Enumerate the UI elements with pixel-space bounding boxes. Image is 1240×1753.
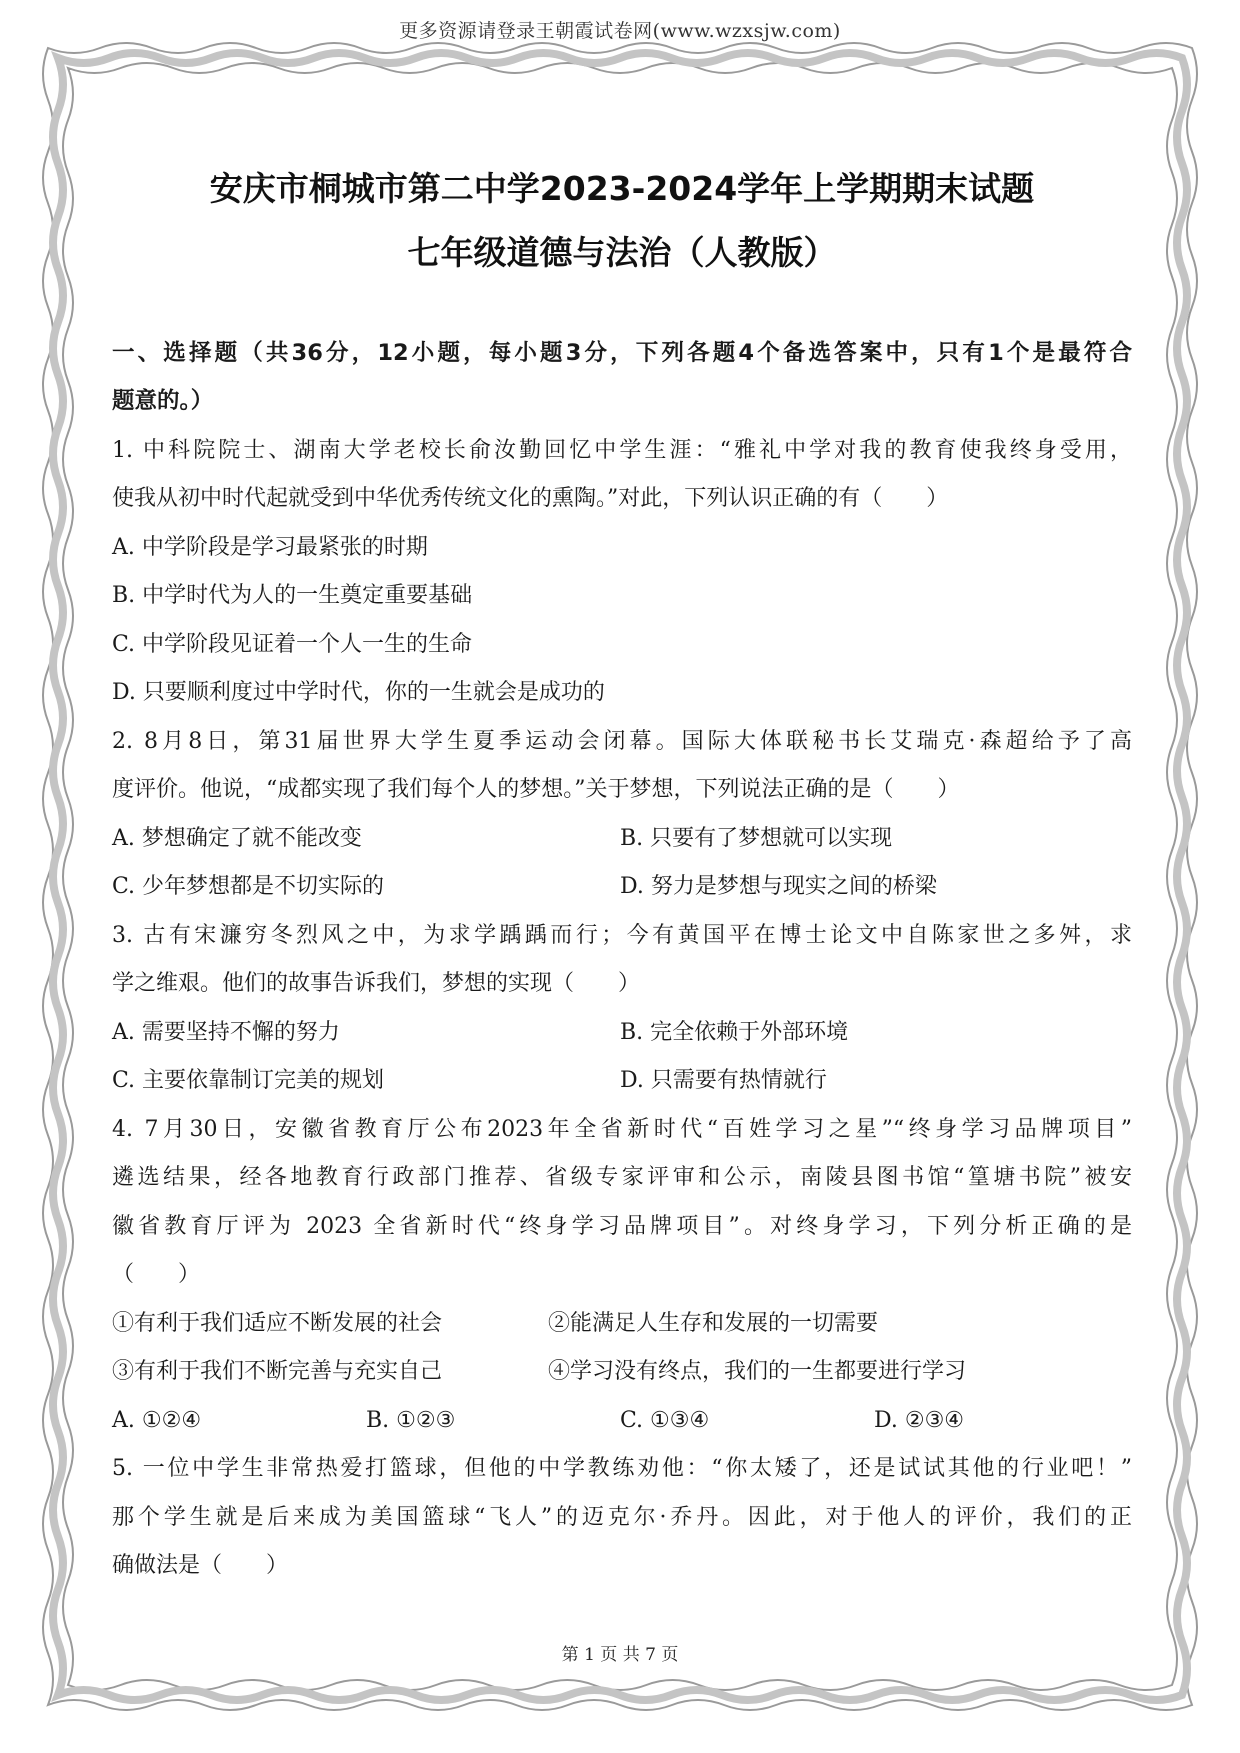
exam-title: 安庆市桐城市第二中学2023-2024学年上学期期末试题 — [209, 169, 1035, 208]
question-2-option-c: C. 少年梦想都是不切实际的 — [112, 874, 385, 899]
question-4-statements-row1 — [112, 1309, 1132, 1339]
question-3-stem-cont: 学之维艰。他们的故事告诉我们，梦想的实现（ ） — [112, 971, 641, 996]
question-4-stem-cont-1: 遴选结果，经各地教育行政部门推荐、省级专家评审和公示，南陵县图书馆“篁塘书院”被安 — [112, 1165, 1132, 1190]
question-2-options-row1 — [112, 824, 1132, 854]
question-5-stem-cont-2: 确做法是（ ） — [112, 1553, 289, 1578]
question-4-statements-row2 — [112, 1357, 1132, 1387]
question-4-stem: 4. 7月30日，安徽省教育厅公布2023年全省新时代“百姓学习之星”“终身学习品牌项目” — [112, 1117, 1132, 1142]
question-3-option-c: C. 主要依靠制订完美的规划 — [112, 1068, 385, 1093]
question-2-stem: 2. 8月8日，第31届世界大学生夏季运动会闭幕。国际大体联秘书长艾瑞克·森超给予了高 — [112, 729, 1132, 754]
question-3-option-d: D. 只需要有热情就行 — [620, 1068, 827, 1093]
question-4-statement-4: ④学习没有终点，我们的一生都要进行学习 — [548, 1359, 967, 1384]
section-heading-cont: 题意的。） — [112, 388, 214, 414]
question-3-option-b: B. 完全依赖于外部环境 — [620, 1020, 849, 1045]
question-4-statement-3: ③有利于我们不断完善与充实自己 — [112, 1359, 443, 1384]
question-5-stem-cont-1: 那个学生就是后来成为美国篮球“飞人”的迈克尔·乔丹。因此，对于他人的评价，我们的正 — [112, 1505, 1132, 1530]
question-4-stem-cont-3: （ ） — [112, 1262, 201, 1287]
question-4-option-a: A. ①②④ — [112, 1408, 202, 1433]
question-4-statement-2: ②能满足人生存和发展的一切需要 — [548, 1311, 879, 1336]
question-1-option-b: B. 中学时代为人的一生奠定重要基础 — [112, 583, 473, 608]
question-4-statement-1: ①有利于我们适应不断发展的社会 — [112, 1311, 443, 1336]
question-3-options-row1 — [112, 1018, 1132, 1048]
section-heading: 一、选择题（共36分，12小题，每小题3分，下列各题4个备选答案中，只有1个是最符合 — [112, 340, 1132, 366]
question-2-option-d: D. 努力是梦想与现实之间的桥梁 — [620, 874, 937, 899]
question-2-stem-cont: 度评价。他说，“成都实现了我们每个人的梦想。”关于梦想，下列说法正确的是（ ） — [112, 777, 960, 802]
question-1-option-d: D. 只要顺利度过中学时代，你的一生就会是成功的 — [112, 680, 605, 705]
site-notice: 更多资源请登录王朝霞试卷网(www.wzxsjw.com) — [399, 20, 841, 42]
question-3-options-row2 — [112, 1066, 1132, 1096]
question-1-stem-cont: 使我从初中时代起就受到中华优秀传统文化的熏陶。”对此，下列认识正确的有（ ） — [112, 486, 949, 511]
question-3-option-a: A. 需要坚持不懈的努力 — [112, 1020, 340, 1045]
question-5-stem: 5. 一位中学生非常热爱打篮球，但他的中学教练劝他：“你太矮了，还是试试其他的行业吧！” — [112, 1456, 1132, 1481]
question-1-option-a: A. 中学阶段是学习最紧张的时期 — [112, 535, 428, 560]
question-4-option-d: D. ②③④ — [874, 1408, 965, 1433]
question-4-stem-cont-2: 徽省教育厅评为 2023 全省新时代“终身学习品牌项目”。对终身学习，下列分析正确的是 — [112, 1214, 1132, 1239]
question-4-option-c: C. ①③④ — [620, 1408, 710, 1433]
question-1-option-c: C. 中学阶段见证着一个人一生的生命 — [112, 632, 473, 657]
question-2-options-row2 — [112, 872, 1132, 902]
question-4-option-b: B. ①②③ — [366, 1408, 456, 1433]
question-1-stem: 1. 中科院院士、湖南大学老校长俞汝勤回忆中学生涯：“雅礼中学对我的教育使我终身受用， — [112, 438, 1132, 463]
question-2-option-b: B. 只要有了梦想就可以实现 — [620, 826, 893, 851]
question-3-stem: 3. 古有宋濂穷冬烈风之中，为求学踽踽而行；今有黄国平在博士论文中自陈家世之多舛，求 — [112, 923, 1132, 948]
exam-subtitle: 七年级道德与法治（人教版） — [407, 233, 837, 272]
question-2-option-a: A. 梦想确定了就不能改变 — [112, 826, 362, 851]
page-indicator: 第 1 页 共 7 页 — [561, 1645, 679, 1665]
